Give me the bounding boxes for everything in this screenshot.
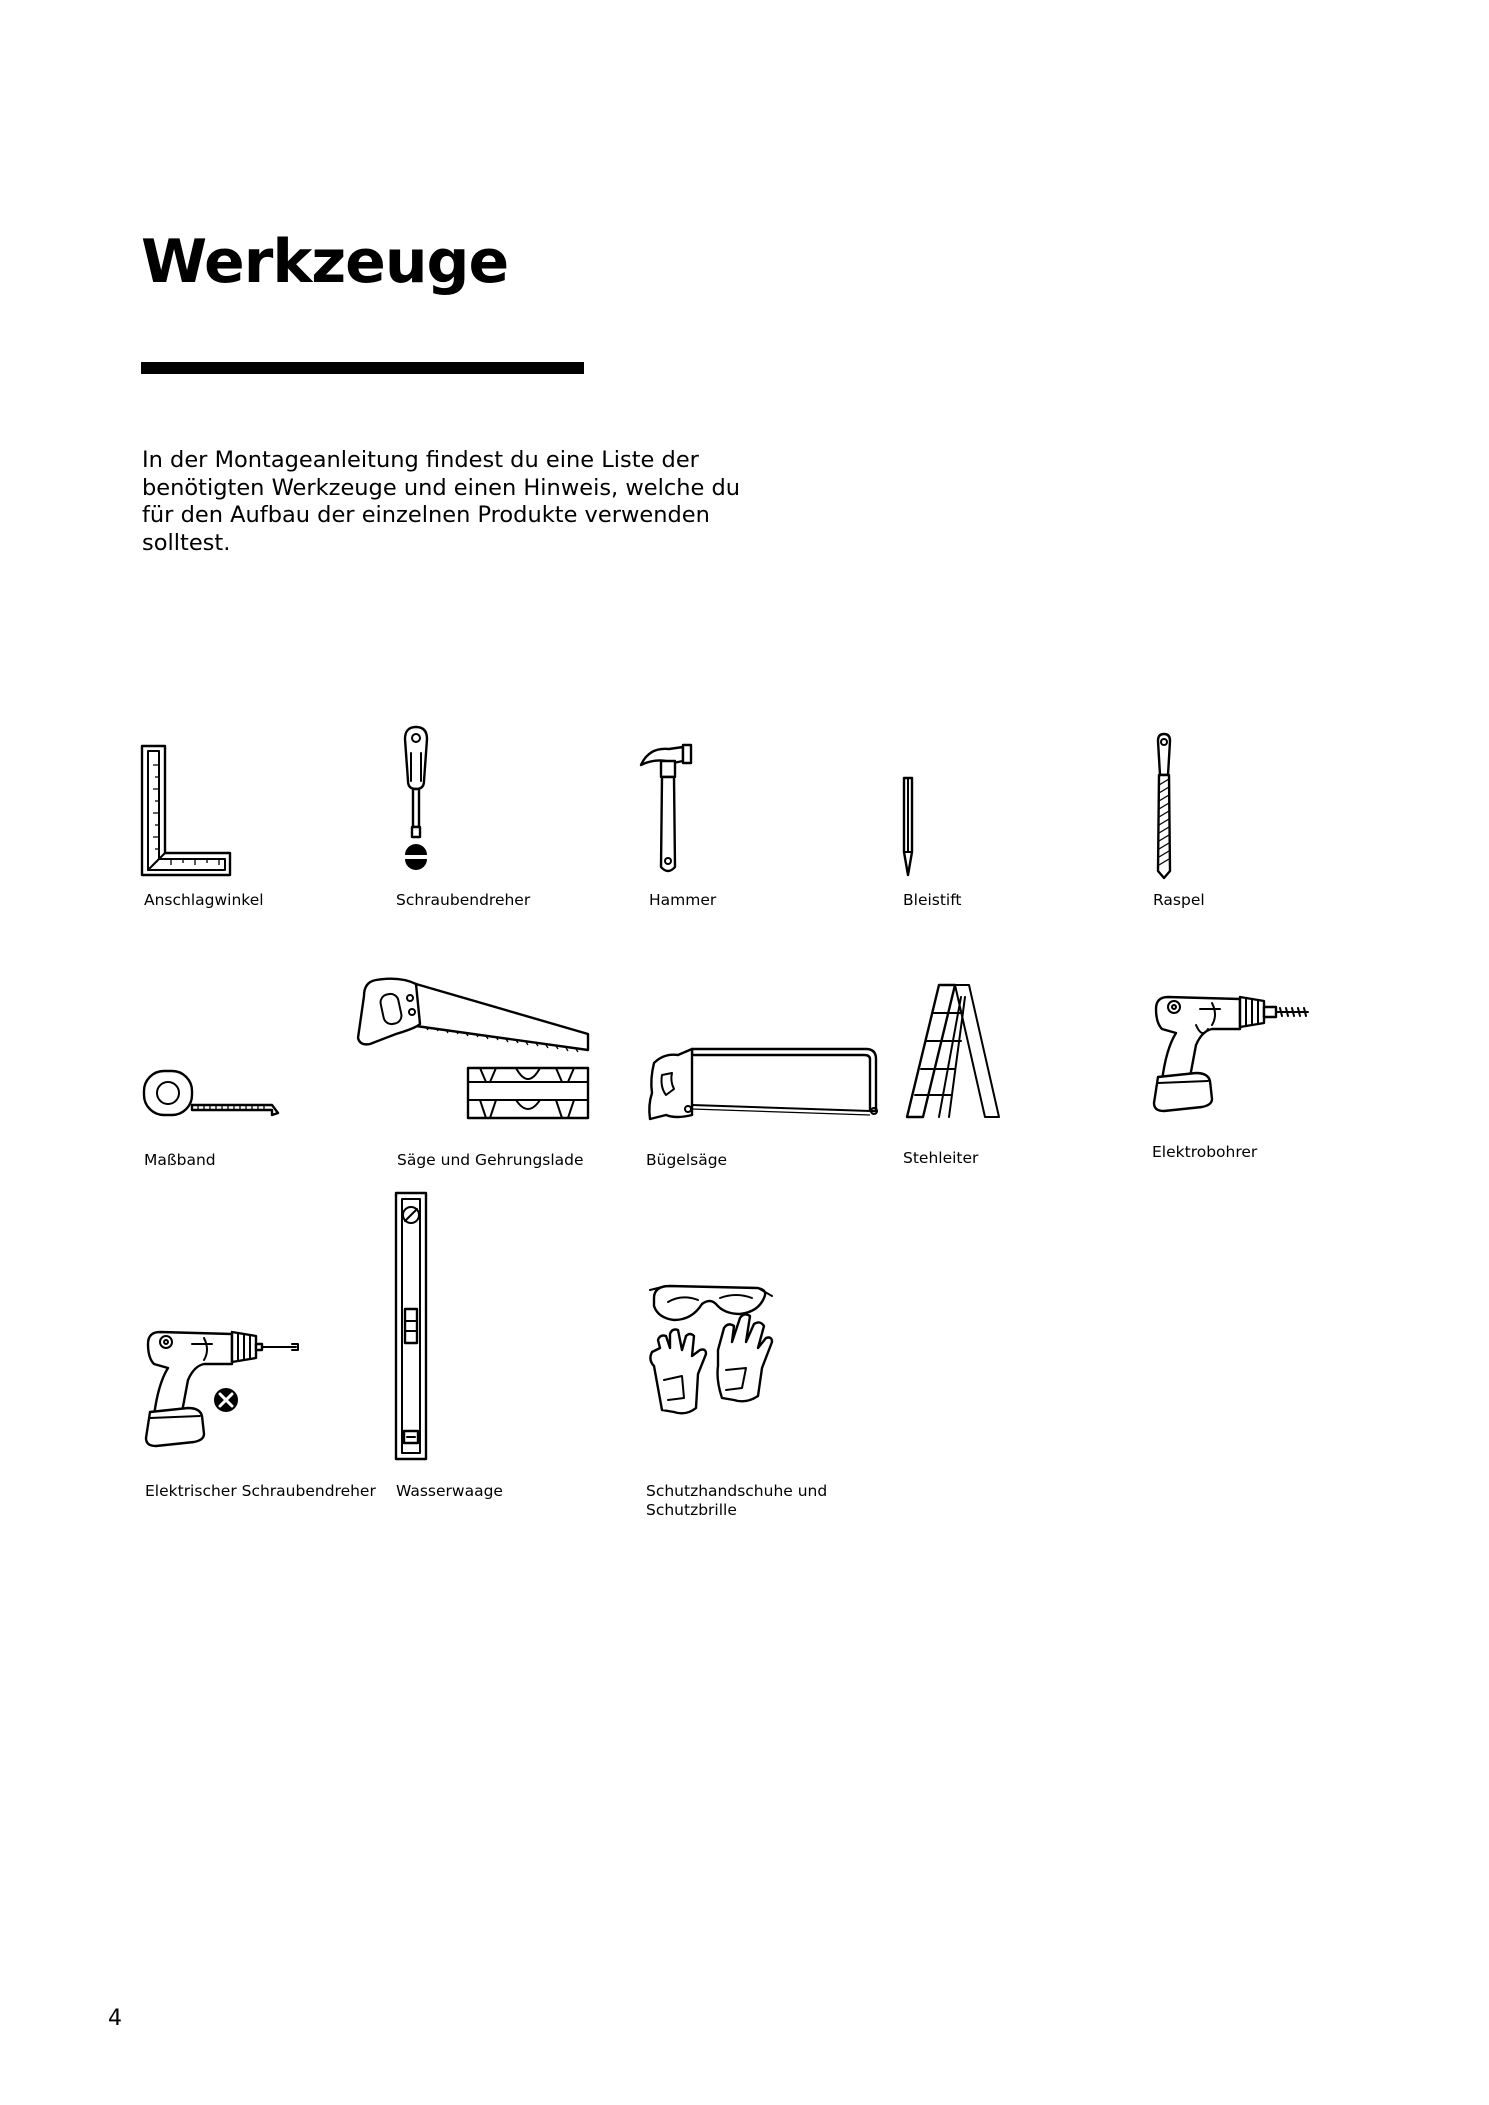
hacksaw-icon bbox=[646, 1045, 886, 1125]
page-title: Werkzeuge bbox=[141, 227, 509, 297]
tool-label: Elektrobohrer bbox=[1152, 1143, 1258, 1161]
hammer-icon bbox=[637, 743, 697, 878]
tool-label: Stehleiter bbox=[903, 1149, 979, 1167]
tool-label: Maßband bbox=[144, 1151, 216, 1169]
tool-label: Raspel bbox=[1153, 891, 1205, 909]
tool-label: Schraubendreher bbox=[396, 891, 531, 909]
tool-label: Bleistift bbox=[903, 891, 962, 909]
rasp-icon bbox=[1150, 733, 1180, 883]
tool-label: Schutzhandschuhe und Schutzbrille bbox=[646, 1482, 828, 1519]
tool-label: Elektrischer Schraubendreher bbox=[145, 1482, 376, 1500]
tool-label: Bügelsäge bbox=[646, 1151, 728, 1169]
tool-label: Hammer bbox=[649, 891, 717, 909]
title-rule bbox=[141, 362, 584, 374]
saw-and-miter-box-icon bbox=[356, 978, 596, 1128]
page-number: 4 bbox=[108, 2006, 122, 2031]
tool-label: Wasserwaage bbox=[396, 1482, 503, 1500]
stepladder-icon bbox=[903, 983, 1003, 1123]
square-ruler-icon bbox=[141, 745, 241, 880]
power-drill-icon bbox=[1152, 995, 1312, 1125]
pencil-icon bbox=[899, 777, 919, 877]
screwdriver-icon bbox=[396, 725, 436, 875]
tool-label: Anschlagwinkel bbox=[144, 891, 264, 909]
gloves-and-goggles-icon bbox=[646, 1276, 776, 1461]
spirit-level-icon bbox=[394, 1191, 434, 1471]
electric-screwdriver-icon bbox=[144, 1330, 304, 1460]
tool-label: Säge und Gehrungslade bbox=[397, 1151, 584, 1169]
tape-measure-icon bbox=[142, 1065, 277, 1125]
intro-paragraph: In der Montageanleitung findest du eine Liste der benötigten Werkzeuge und einen Hinweis, welche du für den Aufbau der einzelnen Produkte verwenden solltest. bbox=[142, 447, 741, 556]
